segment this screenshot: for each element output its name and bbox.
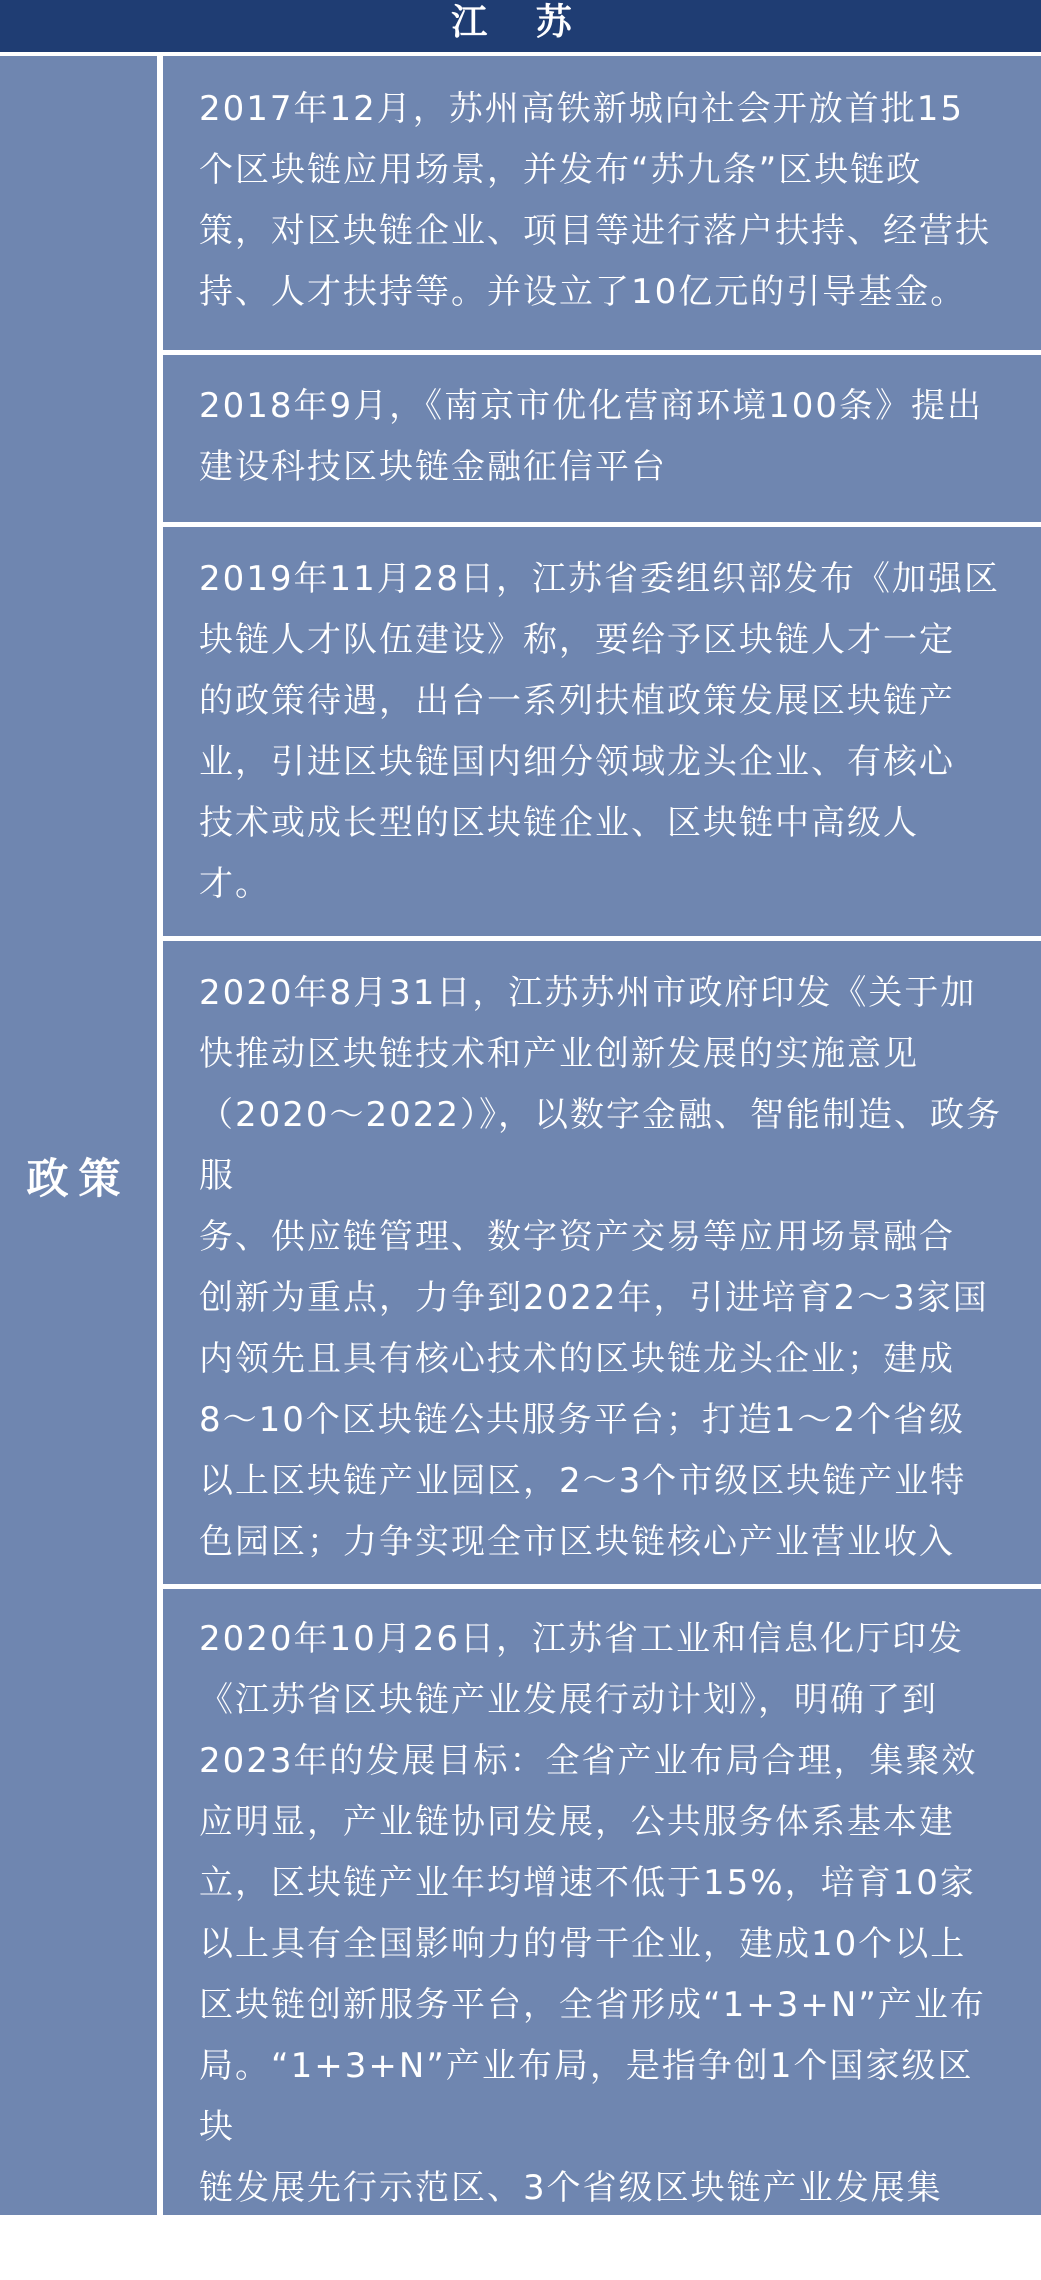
policy-entry-2018 <box>163 355 1041 522</box>
policy-entry-text: 2018年9月，《南京市优化营商环境100条》提出 建设科技区块链金融征信平台 <box>199 386 984 487</box>
province-title: 江 苏 <box>451 1 590 43</box>
category-cell <box>0 56 157 2215</box>
policy-entry-text: 2020年8月31日，江苏苏州市政府印发《关于加 快推动区块链技术和产业创新发展的实施意见 （2020～2022）》，以数字金融、智能制造、政务服 务、供应链管理、数字资产交易等应用场景融合 创新为重点，力争到2022年，引进培育2～3家国 内领先且具有核心技术的区块链龙头企业；建成 8～10个区块链公共服务平台；打造1～2个省级 以上区块链产业园区，2～3个市级区块链产业特 色园区；力争实现全市区块链核心产业营业收入 <box>199 973 1003 1562</box>
policy-entry-2019 <box>163 527 1041 936</box>
policy-entry-text: 2020年10月26日，江苏省工业和信息化厅印发 《江苏省区块链产业发展行动计划》，明确了到 2023年的发展目标：全省产业布局合理，集聚效 应明显，产业链协同发展，公共服务体系基本建 立，区块链产业年均增速不低于15%，培育10家 以上具有全国影响力的骨干企业，建成10个以上 区块链创新服务平台，全省形成“1+3+N”产业布 局。“1+3+N”产业布局，是指争创1个国家级区块 链发展先行示范区、3个省级区块链产业发展集 聚区、若干个区块链技术创新应用试验区。 <box>199 1619 986 2269</box>
policy-entry-2017 <box>163 56 1041 350</box>
table-header <box>0 0 1041 52</box>
category-label: 政策 <box>26 1154 131 1203</box>
policy-entry-2020-08 <box>163 941 1041 1584</box>
policy-entry-text: 2019年11月28日，江苏省委组织部发布《加强区 块链人才队伍建设》称，要给予区块链人才一定 的政策待遇，出台一系列扶植政策发展区块链产 业，引进区块链国内细分领域龙头企业、有核心 技术或成长型的区块链企业、区块链中高级人 才。 <box>199 559 1001 904</box>
policy-entry-text: 2017年12月，苏州高铁新城向社会开放首批15 个区块链应用场景，并发布“苏九条”区块链政 策，对区块链企业、项目等进行落户扶持、经营扶 持、人才扶持等。并设立了10亿元的引导基金。 <box>199 89 991 312</box>
policy-entry-2020-10 <box>163 1589 1041 2269</box>
